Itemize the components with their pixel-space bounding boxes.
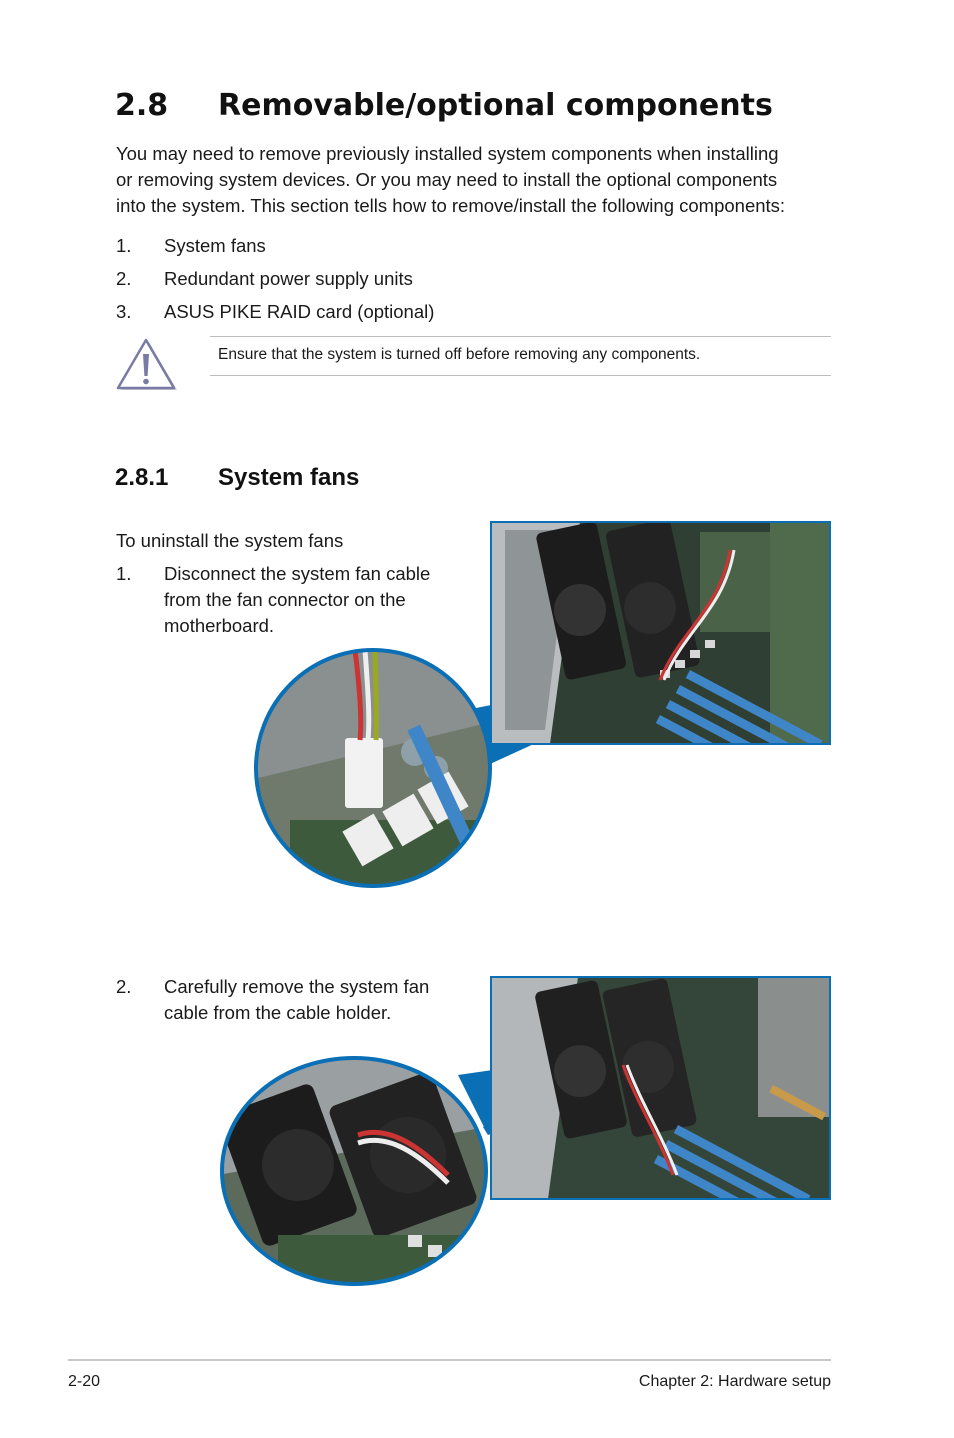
page-number: 2-20 bbox=[68, 1373, 101, 1390]
step-number: 2. bbox=[116, 976, 132, 997]
subsection-heading bbox=[115, 464, 359, 492]
intro-line: or removing system devices. Or you may need to install the optional components bbox=[116, 169, 778, 190]
intro-line: into the system. This section tells how to remove/install the following components: bbox=[116, 195, 786, 216]
intro-line: You may need to remove previously installed system components when installing bbox=[116, 143, 779, 164]
procedure-lead: To uninstall the system fans bbox=[116, 530, 344, 551]
section-number: 2.8 bbox=[115, 88, 169, 123]
step-number: 1. bbox=[116, 563, 132, 584]
list-number: 3. bbox=[116, 301, 132, 322]
step-text-line: motherboard. bbox=[164, 615, 275, 636]
chassis-photo bbox=[491, 977, 830, 1233]
chassis-photo bbox=[491, 520, 830, 793]
caution-text: Ensure that the system is turned off before removing any components. bbox=[218, 346, 701, 363]
note-top-rule bbox=[210, 336, 831, 337]
list-text: ASUS PIKE RAID card (optional) bbox=[164, 301, 435, 322]
list-item bbox=[116, 299, 434, 325]
section-heading bbox=[115, 88, 773, 123]
step-text-line: from the fan connector on the bbox=[164, 589, 406, 610]
note-bottom-rule bbox=[210, 375, 831, 376]
cable-holder-illustration bbox=[218, 975, 835, 1290]
list-item bbox=[116, 233, 266, 259]
list-text: System fans bbox=[164, 235, 266, 256]
list-item bbox=[116, 266, 413, 292]
list-number: 1. bbox=[116, 235, 132, 256]
step-text-line: Carefully remove the system fan bbox=[164, 976, 430, 997]
section-title: Removable/optional components bbox=[218, 88, 773, 123]
step-text-line: cable from the cable holder. bbox=[164, 1002, 392, 1023]
list-number: 2. bbox=[116, 268, 132, 289]
subsection-title: System fans bbox=[218, 464, 360, 491]
subsection-number: 2.8.1 bbox=[115, 464, 169, 491]
fan-connector-illustration bbox=[250, 520, 835, 892]
list-text: Redundant power supply units bbox=[164, 268, 413, 289]
warning-triangle-icon bbox=[115, 338, 179, 392]
fan-connector-zoom bbox=[250, 640, 500, 892]
footer-rule bbox=[68, 1359, 831, 1361]
chapter-label: Chapter 2: Hardware setup bbox=[638, 1373, 831, 1390]
step-text-line: Disconnect the system fan cable bbox=[164, 563, 431, 584]
intro-paragraph bbox=[116, 141, 836, 219]
